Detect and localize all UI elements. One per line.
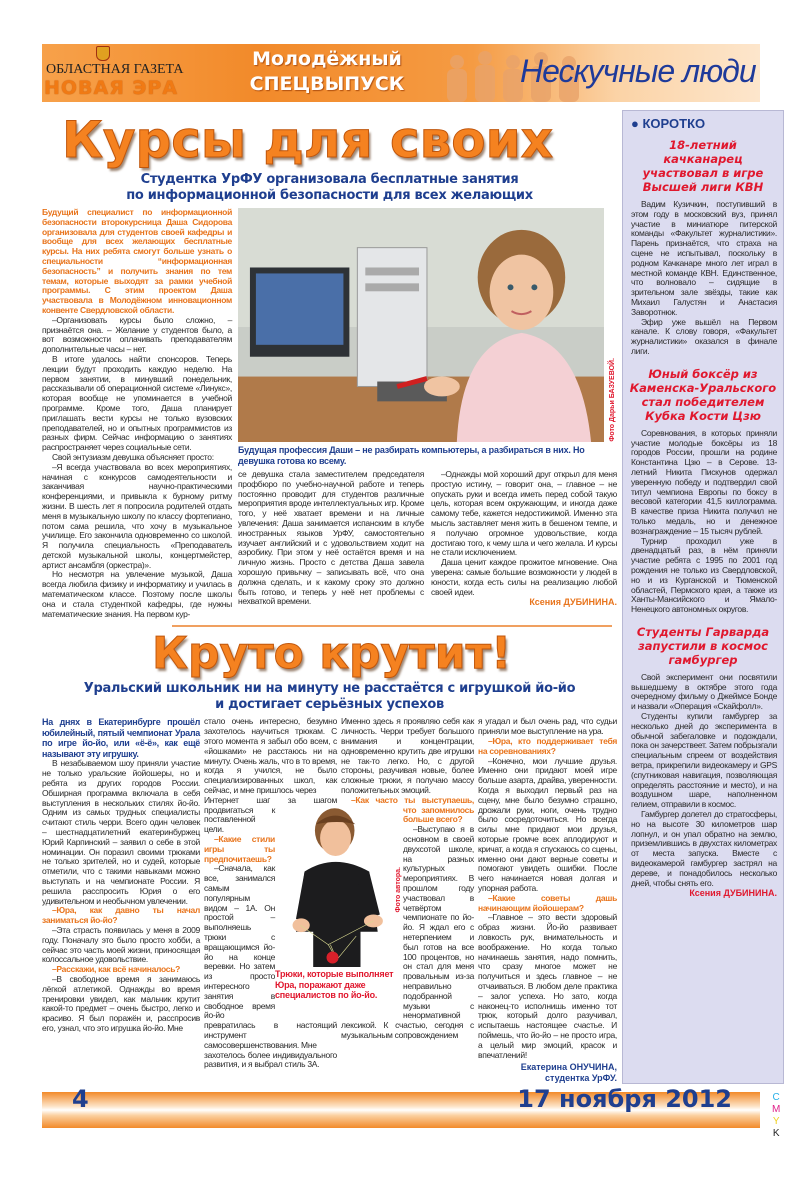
article1-photo-caption: Будущая профессия Даши – не разбирать компьютеры, а разбираться в них. Но девушка готова ко всему. <box>238 445 585 466</box>
paragraph: –Эта страсть появилась у меня в 2009 году. Поначалу это было просто хобби, а сейчас это часть моей жизни, приносящая колоссальное удовольствие. <box>42 925 200 965</box>
article2-headline: Круто крутит! <box>152 628 512 680</box>
special-issue-label <box>232 47 422 97</box>
interview-question: –Расскажи, как всё начиналось? <box>52 964 181 975</box>
article1-column-1 <box>42 208 232 619</box>
paragraph: Гамбургер долетел до стратосферы, но на высоте 30 километров шар лопнул, и он упал обратно на землю, приземлившись в двухстах километрах от места запуска. Вместе с видеокамерой гамбургер застрял на дереве, и понадобилось несколько дней, чтобы снять его. <box>631 809 777 888</box>
article2-photo-block <box>275 807 403 1013</box>
paragraph: Вадим Кузичкин, поступивший в этом году в московский вуз, принял участие в миниатюре питерской команды «Факультет журналистики». Парень признаётся, что страха на сцене не испытывал, поскольку в родном Качканаре много лет играл в местной команде КВН. Единственное, что волновало – сидящие в зрительном зале звёзды, такие как Михаил Галустян и Анастасия Заворотнюк. <box>631 199 777 317</box>
article1-photo-block <box>238 208 617 442</box>
brief-headline: Юный боксёр из Каменска-Уральского стал победителем Кубка Кости Цзю <box>629 366 777 423</box>
article2-photo-boy-with-yoyo <box>275 807 403 967</box>
main-column <box>42 110 617 1084</box>
article1-headline: Курсы для своих <box>62 111 553 169</box>
sidebar-rubric: ● КОРОТКО <box>631 116 706 131</box>
issue-date: 17 ноября 2012 <box>517 1085 732 1114</box>
paragraph: Свой энтузиазм девушка объясняет просто: <box>52 451 214 462</box>
masthead-banner <box>42 44 760 102</box>
article2-subtitle-line1: Уральский школьник ни на минуту не расстаётся с игрушкой йо-йо <box>83 681 576 697</box>
page-number: 4 <box>72 1085 89 1114</box>
cmyk-marks <box>772 1092 780 1140</box>
article1-author: Ксения ДУБИНИНА. <box>529 597 617 608</box>
paragraph: В итоге удалось найти спонсоров. Теперь лекции будут проходить каждую неделю. На первом занятии, в минувший понедельник, рассказывали об операционной системе «Линукс», которая вообще не упоминается в учебной программе. Кроме того, Даша планирует приглашать вести курсы не только вузовских преподавателей, но и опытных программистов из разных фирм. Сейчас информацию о занятиях распространяет через социальные сети. <box>42 353 232 453</box>
rubric-title: Нескучные люди <box>520 53 756 89</box>
brief-headline: Студенты Гарварда запустили в космос гамбургер <box>636 624 770 667</box>
article1-lower-columns <box>238 470 617 608</box>
paragraph: Турнир проходил уже в двенадцатый раз, в нём приняли участие ребята с 1995 по 2001 год рождения не только из Свердловской, но и из Курганской и Тюменской областей, Пермского края, а также из Ханты-Мансийского и Ямало-Ненецкого автономных округов. <box>631 535 777 615</box>
interview-question: –Какие советы дашь начинающим йойошерам? <box>478 892 617 913</box>
paragraph: –Сначала, как все, занимался самым популярным видом – 1А. Он простой – выполняешь трюки с вращающимся йо-йо на конце веревки. Но затем из просто интересного занятия в свободное время йо-йо превратилась в настоящий инструмент самосовершенствования. Мне <box>204 863 337 1050</box>
paragraph: Студенты купили гамбургер за несколько дней до эксперимента в обычной забегаловке и подождали, пока он зачерствеет. Затем побрызгали специальным спреем от воздействия ветра, прикрепили видеокамеру и GPS (спутниковая навигация, позволяющая определять расстояние и место), и на воздушном шаре, наполненном гелием, отправили в космос. <box>631 711 777 810</box>
sidebar-briefs <box>622 110 784 1084</box>
brief-headline: 18-летний качканарец участвовал в игре Высшей лиги КВН <box>642 138 764 194</box>
paragraph: –Конечно, мои лучшие друзья. Именно они придают моей игре больше азарта, драйва, уверенности. Когда я выходил первый раз на сцену, мне было безумно страшно, дрожали руки, ноги, очень трудно было сосредоточиться. Но всегда силы мне придают мои друзья, которые громче всех аплодируют и кричат, а когда я спускаюсь со сцены, именно они дают верные советы и помогают увидеть ошибки. После чего начинается новая долгая и упорная работа. <box>478 755 617 894</box>
article2-author: Екатерина ОНУЧИНА, <box>520 1062 617 1073</box>
sidebar-rubric-label: КОРОТКО <box>642 116 706 131</box>
article2-middle-block <box>204 717 474 1084</box>
paragraph: –Выступаю я в основном в своей двухсотой школе, на разных культурных мероприятиях. В прошлом году участвовал в четвёртом чемпионате по йо-йо. Я ждал его с нетерпением и был готов на все 100 процентов, но он стал для меня провальным из-за неправильно подобранной музыки с ненормативной лексикой. К счастью, сегодня с музыкальным сопровождением <box>341 824 474 1040</box>
paragraph: Интернет шаг за шагом продвигаться к поставленной цели. <box>204 794 337 835</box>
brief-author: Ксения ДУБИНИНА. <box>689 888 777 899</box>
article2-author-role: студентка УрФУ. <box>544 1073 617 1084</box>
paragraph: –Однажды мой хороший друг открыл для меня простую истину, – говорит она, – главное – не опускать руки и всегда иметь перед собой такую цель, которая всем окружающим, и иногда даже самому тебе, кажется недостижимой. Именно эта мысль заставляет меня жить в бешеном темпе, и я получаю огромное удовольствие, когда достигаю того, к чему шла и чего желала. И курсы не стали исключением. <box>431 469 617 558</box>
paper-label: ОБЛАСТНАЯ ГАЗЕТА <box>46 62 184 77</box>
cmyk-c: C <box>772 1092 780 1104</box>
cmyk-m: M <box>772 1104 781 1116</box>
article2-photo-credit: Фото автора. <box>395 867 402 913</box>
paragraph: –Главное – это вести здоровый образ жизни. Йо-йо развивает ловкость рук, внимательность и воображение. Но когда только начинаешь занятия, надо помнить, что сразу многое может не получиться и здесь главное – не отчаиваться. В любом деле практика – залог успеха. Но зато, когда наконец-то исполнишь именно тот трюк, который долго разучивал, испытаешь настоящее счастье. И поймешь, что йо-йо – не просто игра, а целый мир эмоций, красок и впечатлений! <box>478 912 617 1060</box>
special-line-2: СПЕЦВЫПУСК <box>249 73 405 95</box>
paragraph: я угадал и был очень рад, что судьи приняли мое выступление на ура. <box>478 716 617 737</box>
article1-photo-credit: Фото Дарьи БАЗУЕВОЙ. <box>609 358 616 442</box>
interview-question: –Какие стили игры ты предпочитаешь? <box>204 834 275 864</box>
article2-photo-caption: Трюки, которые выполняет Юра, поражают даже специалистов по йо-йо. <box>275 969 394 1001</box>
article1-subtitle-line1: Студентка УрФУ организовала бесплатные занятия <box>140 172 519 187</box>
paper-name-logo: НОВАЯ ЭРА <box>44 77 179 99</box>
footer-bar <box>42 1085 781 1140</box>
article2-subtitle-line2: и достигает серьёзных успехов <box>215 697 444 713</box>
paragraph: –Организовать курсы было сложно, – признаётся она. – Желание у студентов было, а вот возможности оплачивать преподавателям дополнительные часы – нет. <box>42 314 232 355</box>
article1-lead: Будущий специалист по информационной безопасности второкурсница Даша Сидорова организовала для студентов своей кафедры и вообще для всех желающих бесплатные курсы. На них ребята смогут больше узнать о специальности “информационная безопасность” и получить знания по тем темам, которые выходят за рамки учебной программы. С этим проектом Даша участвовала в Молодёжном инновационном конвенте Свердловской области. <box>42 207 232 315</box>
cmyk-y: Y <box>772 1116 780 1128</box>
paragraph: Даша ценит каждое прожитое мгновение. Она уверена: самые большие возможности у людей в юности, когда есть силы на реализацию любой своей идеи. <box>431 557 617 597</box>
special-line-1: Молодёжный <box>252 48 402 70</box>
article1-subtitle <box>42 172 617 204</box>
interview-question: –Юра, как давно ты начал заниматься йо-йо? <box>42 905 200 926</box>
paragraph: стало очень интересно, безумно захотелось научиться трюкам. С этого момента я забыл обо всем, с «йошками» не расстаюсь ни на минуту. Очень жаль, что в то время, когда я учился, не было специализированных школ, как сейчас, и мне пришлось через <box>204 716 337 796</box>
article2-body <box>42 717 617 1084</box>
paragraph: Именно здесь я проявляю себя как личность. Черри требует большого внимания и концентрации, одновременно крутить две игрушки не так-то легко. Но, с другой стороны, разучивая новые, более сложные трюки, я получаю массу положительных эмоций. <box>341 716 474 796</box>
article1-column-3 <box>431 470 617 608</box>
article1-column-2 <box>238 470 424 608</box>
brief-body <box>623 429 783 615</box>
interview-question: –Как часто ты выступаешь, что запомнилось больше всего? <box>351 794 474 825</box>
newspaper-page <box>42 44 784 1140</box>
cmyk-k: K <box>772 1128 780 1140</box>
coat-of-arms-icon <box>96 46 110 61</box>
paragraph: Эфир уже вышёл на Первом канале. К слову говоря, «Факультет журналистики» оказался в финале лиги. <box>631 316 777 356</box>
article1-body <box>42 208 617 619</box>
paragraph: Свой эксперимент они посвятили вышедшему в октябре этого года очередному фильму о Джеймсе Бонде и назвали «Операция «Скайфолл». <box>631 671 777 712</box>
paragraph: –В свободное время я занимаюсь лёгкой атлетикой. Однажды во время тренировки увидел, как мальчик крутит какой-то предмет – очень быстро, легко и красиво. Я был поражён и, расспросив его, узнал, что это игрушка йо-йо. Мне <box>42 974 200 1033</box>
paragraph: Соревнования, в которых приняли участие молодые боксёры из 18 городов России, прошли на родине Константина Цзю – в Серове. 13-летний Никита Пискунов одержал уверенную победу и подтвердил свой титул чемпиона Европы по боксу в весовой категории 41,5 киллограмма. В качестве приза Никита получил не только медаль, но и денежное вознаграждение – 15 тысяч рублей. <box>631 427 777 536</box>
article1-photo-student-at-computer <box>238 208 604 442</box>
paragraph: се девушка стала заместителем председателя профбюро по учебно-научной работе и теперь постоянно проводит для студентов различные мероприятия вроде интеллектуальных игр. Кроме того, у неё хватает времени и на личные увлечения: Даша занимается испанским в клубе иностранных языков УрФУ, самостоятельно изучает английский и с удовольствием ходит на аэробику. При этом у неё остаётся время и на личную жизнь. Просто с детства Даша завела хорошую привычку – записывать всё, что она должна сделать, и к какому сроку это должно быть готово, и теперь у неё нет проблемы с нехваткой времени. <box>238 469 424 607</box>
interview-question: –Юра, кто поддерживает тебя на соревнованиях? <box>478 736 617 756</box>
article2-lead: На днях в Екатеринбурге прошёл юбилейный, пятый чемпионат Урала по игре йо-йо, или «ё-ё», как ещё называют эту игрушку. <box>42 717 200 759</box>
brief-body <box>623 200 783 357</box>
brief-body <box>623 673 783 900</box>
article1-subtitle-line2: по информационной безопасности для всех желающих <box>126 188 533 203</box>
content-row <box>42 110 784 1084</box>
paragraph: В незабываемом шоу приняли участие не только уральские йойошеры, но и ребята из других городов России. Обширная программа включала в себя выступления в нескольких стилях йо-йо. Одним из самых трудных специалисты считают стиль черри. Всего один человек – шестнадцатилетний екатеринбуржец Юрий Карпинский – заявил о себе в этой номинации. Он поразил своими трюками не только зрителей, но и судей, которые отметили, что с такими навыками можно выступать и на чемпионате России. Я решила расспросить Юрия о его удивительном и необычном увлечении. <box>42 758 200 906</box>
paragraph: Но несмотря на увлечение музыкой, Даша всегда любила физику и информатику и училась в математическом классе. Поэтому после школы она и стала студенткой кафедры, где нужны математические знания. На первом кур- <box>42 569 232 619</box>
article2-subtitle <box>42 681 617 713</box>
article2-column-1 <box>42 717 200 1084</box>
paragraph: –Я всегда участвовала во всех мероприятиях, начиная с конкурсов самодеятельности и заканчивая научно-практическими конференциями, и привыкла к бурному ритму жизни. В шесть лет я попросила родителей отдать меня в музыкальную школу по классу фортепиано, потом сама решила, что хочу в музыкальное училище. Его закончила одновременно со школой. Я получила специальность «Преподаватель детской музыкальной школы, концертмейстер, артист ансамбля (оркестра)». <box>42 461 232 570</box>
article2-column-4 <box>478 717 617 1084</box>
paragraph: захотелось более индивидуального развития, и я выбрал стиль 3А. <box>204 1049 337 1070</box>
article1-right-block <box>238 208 617 619</box>
